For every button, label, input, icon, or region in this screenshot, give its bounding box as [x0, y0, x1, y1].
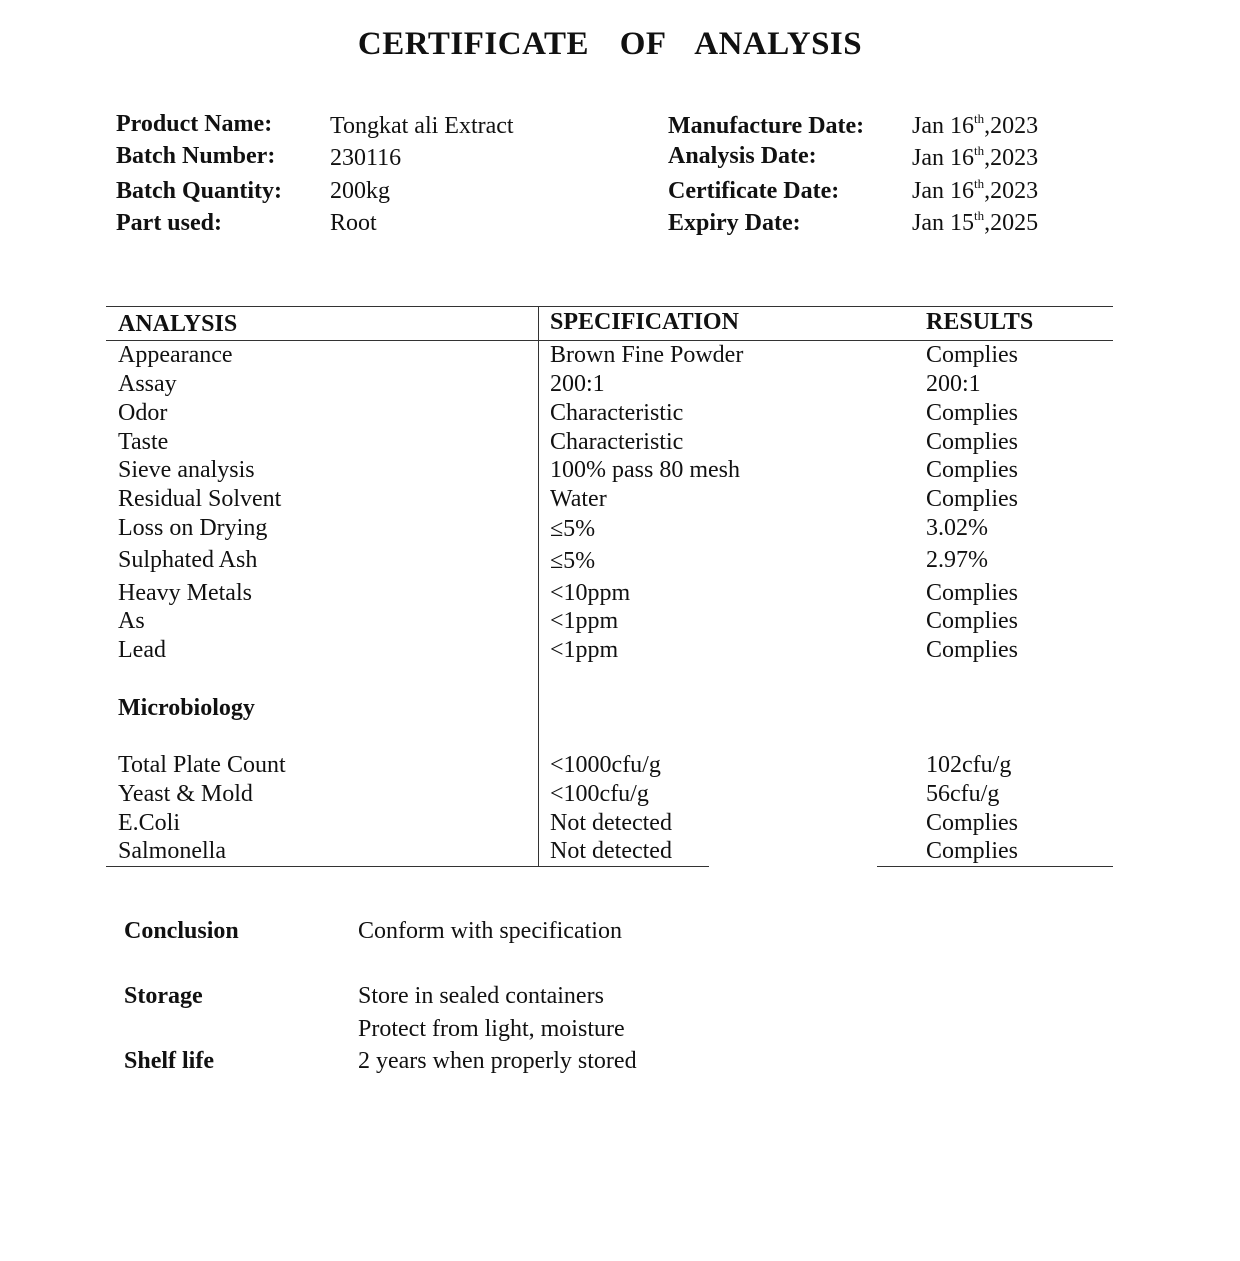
specification-cell: Not detected	[550, 838, 672, 864]
header-analysis: ANALYSIS	[118, 311, 238, 337]
table-bottom-rule-right	[877, 866, 1113, 867]
result-cell: Complies	[926, 838, 1019, 864]
result-cell: 2.97%	[926, 547, 988, 573]
table-top-rule	[106, 306, 1113, 307]
specification-cell: Not detected	[550, 810, 672, 836]
storage-label: Storage	[124, 983, 203, 1009]
batch-quantity-value: 200kg	[330, 178, 390, 204]
result-cell: 102cfu/g	[926, 752, 1012, 778]
header-results: RESULTS	[926, 309, 1034, 335]
analysis-cell: Residual Solvent	[118, 486, 282, 512]
analysis-cell: Yeast & Mold	[118, 781, 253, 807]
specification-cell: Water	[550, 486, 607, 512]
batch-number-value: 230116	[330, 145, 402, 171]
result-cell: Complies	[926, 608, 1019, 634]
result-cell: Complies	[926, 810, 1019, 836]
microbiology-label: Microbiology	[118, 695, 255, 721]
result-cell: 200:1	[926, 371, 981, 397]
page-title: CERTIFICATE OF ANALYSIS	[357, 26, 863, 62]
specification-cell: 100% pass 80 mesh	[550, 457, 740, 483]
manufacture-date-value: Jan 16th,2023	[912, 111, 1039, 139]
certificate-date-value: Jan 16th,2023	[912, 176, 1039, 204]
specification-cell: <10ppm	[550, 580, 631, 606]
specification-cell: Characteristic	[550, 400, 684, 426]
specification-cell: <1ppm	[550, 608, 619, 634]
table-header-rule	[106, 340, 1113, 341]
analysis-cell: Taste	[118, 429, 169, 455]
analysis-cell: Sieve analysis	[118, 457, 255, 483]
manufacture-date-label: Manufacture Date:	[668, 113, 865, 139]
specification-cell: <100cfu/g	[550, 781, 649, 807]
analysis-cell: Salmonella	[118, 838, 226, 864]
analysis-cell: Heavy Metals	[118, 580, 252, 606]
conclusion-value: Conform with specification	[358, 918, 622, 944]
part-used-label: Part used:	[116, 210, 222, 236]
specification-cell: Characteristic	[550, 429, 684, 455]
result-cell: Complies	[926, 400, 1019, 426]
part-used-value: Root	[330, 210, 377, 236]
specification-cell: 200:1	[550, 371, 605, 397]
analysis-cell: Sulphated Ash	[118, 547, 258, 573]
result-cell: Complies	[926, 457, 1019, 483]
analysis-cell: Appearance	[118, 342, 233, 368]
result-cell: Complies	[926, 580, 1019, 606]
analysis-cell: As	[118, 608, 145, 634]
table-column-divider	[538, 306, 539, 866]
analysis-cell: Lead	[118, 637, 166, 663]
result-cell: Complies	[926, 342, 1019, 368]
analysis-cell: Total Plate Count	[118, 752, 286, 778]
header-specification: SPECIFICATION	[550, 309, 739, 335]
specification-cell: ≤5%	[550, 548, 596, 574]
specification-cell: ≤5%	[550, 516, 596, 542]
analysis-cell: Loss on Drying	[118, 515, 268, 541]
batch-quantity-label: Batch Quantity:	[116, 178, 283, 204]
expiry-date-value: Jan 15th,2025	[912, 208, 1039, 236]
table-bottom-rule-left	[106, 866, 709, 867]
analysis-date-label: Analysis Date:	[668, 143, 817, 169]
specification-cell: <1ppm	[550, 637, 619, 663]
shelf-life-value: 2 years when properly stored	[358, 1048, 637, 1074]
storage-value-line2: Protect from light, moisture	[358, 1016, 625, 1042]
conclusion-label: Conclusion	[124, 918, 239, 944]
product-name-value: Tongkat ali Extract	[330, 113, 514, 139]
analysis-cell: E.Coli	[118, 810, 181, 836]
certificate-date-label: Certificate Date:	[668, 178, 840, 204]
product-name-label: Product Name:	[116, 111, 273, 137]
analysis-date-value: Jan 16th,2023	[912, 143, 1039, 171]
shelf-life-label: Shelf life	[124, 1048, 214, 1074]
analysis-cell: Assay	[118, 371, 177, 397]
result-cell: Complies	[926, 429, 1019, 455]
specification-cell: <1000cfu/g	[550, 752, 661, 778]
result-cell: Complies	[926, 486, 1019, 512]
result-cell: 3.02%	[926, 515, 988, 541]
batch-number-label: Batch Number:	[116, 143, 276, 169]
storage-value-line1: Store in sealed containers	[358, 983, 604, 1009]
specification-cell: Brown Fine Powder	[550, 342, 744, 368]
analysis-cell: Odor	[118, 400, 168, 426]
result-cell: Complies	[926, 637, 1019, 663]
result-cell: 56cfu/g	[926, 781, 1000, 807]
expiry-date-label: Expiry Date:	[668, 210, 801, 236]
